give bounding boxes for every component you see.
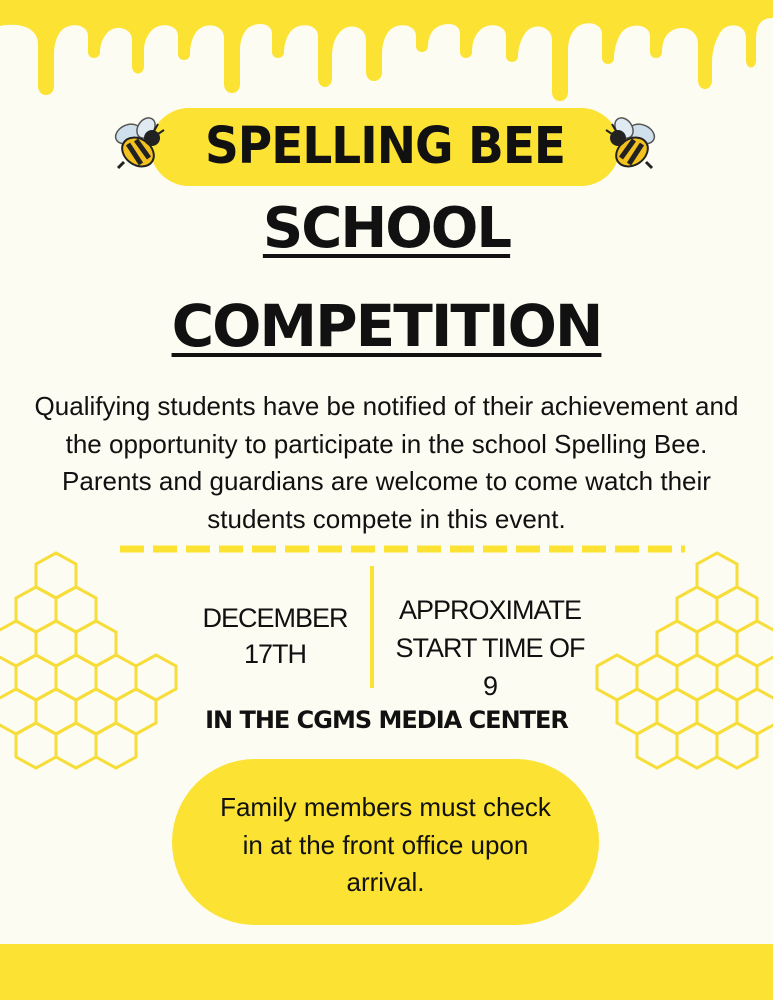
- time-line-3: 9: [482, 671, 498, 701]
- date-day: 17TH: [243, 639, 307, 669]
- event-time: [385, 591, 595, 705]
- date-month: DECEMBER: [202, 603, 348, 633]
- honeycomb-decoration: [0, 548, 190, 788]
- heading-school: SCHOOL: [262, 196, 511, 261]
- event-date: [190, 600, 360, 672]
- notice-container: [172, 789, 599, 902]
- time-line-2: START TIME OF: [395, 633, 585, 663]
- honeycomb-decoration: [583, 548, 773, 788]
- intro-paragraph: Qualifying students have be notified of their achievement and the opportunity to participate in the school Spelling Bee. Parents and guardians are welcome to come watch their students compete in this event.: [34, 391, 739, 534]
- title: SPELLING BEE: [204, 116, 566, 177]
- honey-drip-decoration: [0, 0, 773, 110]
- notice-text: Family members must check in at the front office upon arrival.: [220, 792, 551, 897]
- event-location: IN THE CGMS MEDIA CENTER: [205, 706, 568, 734]
- footer-band: [0, 944, 773, 1000]
- bee-icon: [106, 114, 168, 176]
- bee-icon: [602, 114, 664, 176]
- vertical-divider: [370, 566, 374, 688]
- heading-competition: COMPETITION: [171, 292, 602, 360]
- time-line-1: APPROXIMATE: [398, 595, 582, 625]
